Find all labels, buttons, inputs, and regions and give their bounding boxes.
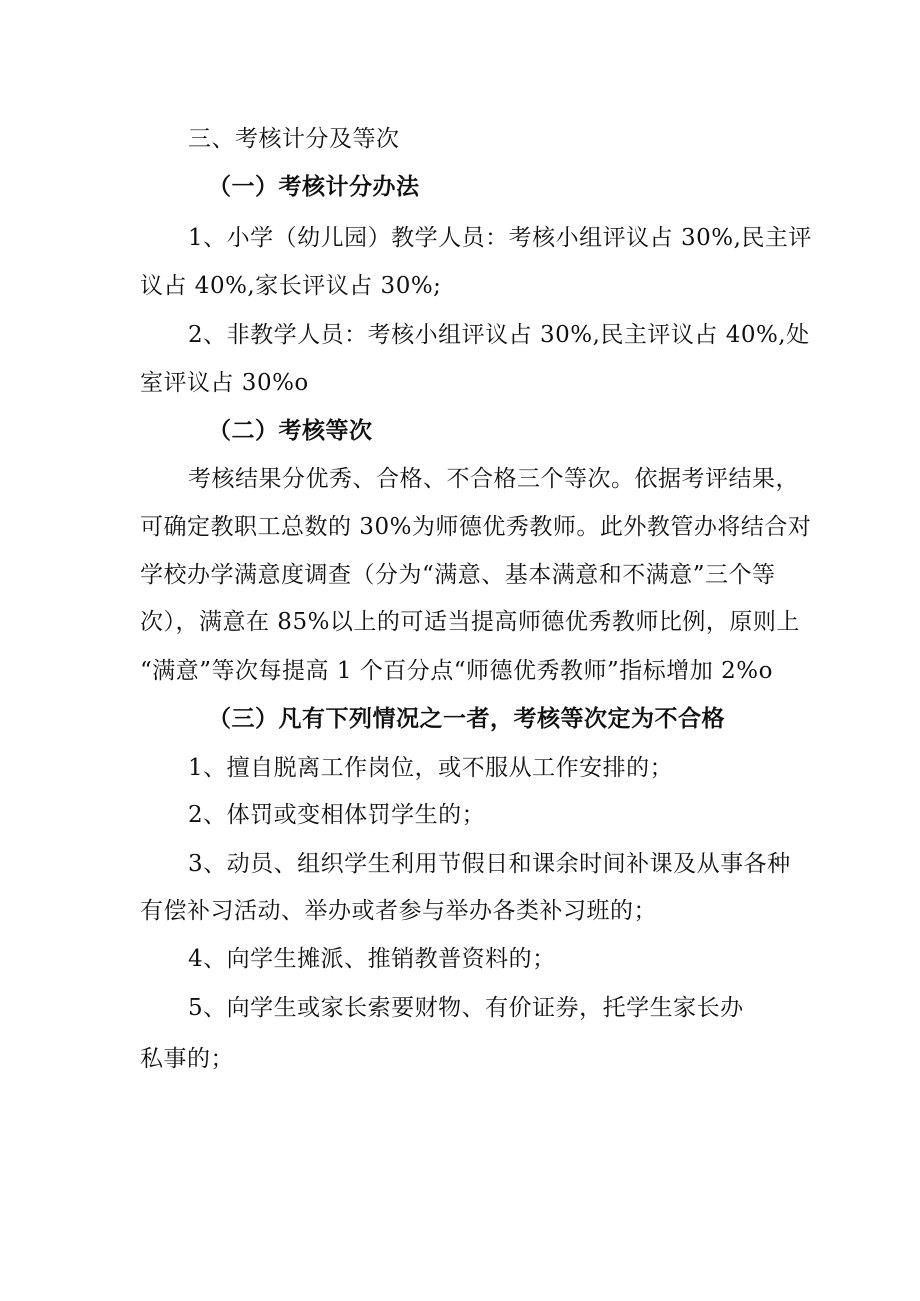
grades-paragraph-line-3: 学校办学满意度调查（分为“满意、基本满意和不满意”三个等 [140,562,776,588]
condition-item-5-line-1: 5、向学生或家长索要财物、有价证券，托学生家长办 [188,995,744,1021]
scoring-item-1-line-1: 1、小学（幼儿园）教学人员：考核小组评议占 30%,民主评 [188,225,812,251]
sub-heading-unqualified-conditions: （三）凡有下列情况之一者，考核等次定为不合格 [208,706,725,732]
condition-item-1: 1、擅自脱离工作岗位，或不服从工作安排的； [188,755,674,781]
grades-paragraph-line-4: 次），满意在 85%以上的可适当提高师德优秀教师比例，原则上 [140,609,800,635]
condition-item-4: 4、向学生摊派、推销教普资料的； [188,946,556,972]
sub-heading-scoring-method: （一）考核计分办法 [208,174,420,200]
grades-paragraph-line-1: 考核结果分优秀、合格、不合格三个等次。依据考评结果， [188,466,799,492]
condition-item-2: 2、体罚或变相体罚学生的； [188,802,486,828]
grades-paragraph-line-5: “满意”等次每提高 1 个百分点“师德优秀教师”指标增加 2%o [140,658,773,684]
condition-item-5-line-2: 私事的； [140,1046,234,1072]
section-heading: 三、考核计分及等次 [188,126,400,152]
scoring-item-1-line-2: 议占 40%,家长评议占 30%; [140,273,442,299]
condition-item-3-line-1: 3、动员、组织学生利用节假日和课余时间补课及从事各种 [188,851,791,877]
scoring-item-2-line-2: 室评议占 30%o [140,370,309,396]
sub-heading-grades: （二）考核等次 [208,418,373,444]
condition-item-3-line-2: 有偿补习活动、举办或者参与举办各类补习班的； [140,898,657,924]
scoring-item-2-line-1: 2、非教学人员：考核小组评议占 30%,民主评议占 40%,处 [188,322,810,348]
grades-paragraph-line-2: 可确定教职工总数的 30%为师德优秀教师。此外教管办将结合对 [140,514,812,540]
